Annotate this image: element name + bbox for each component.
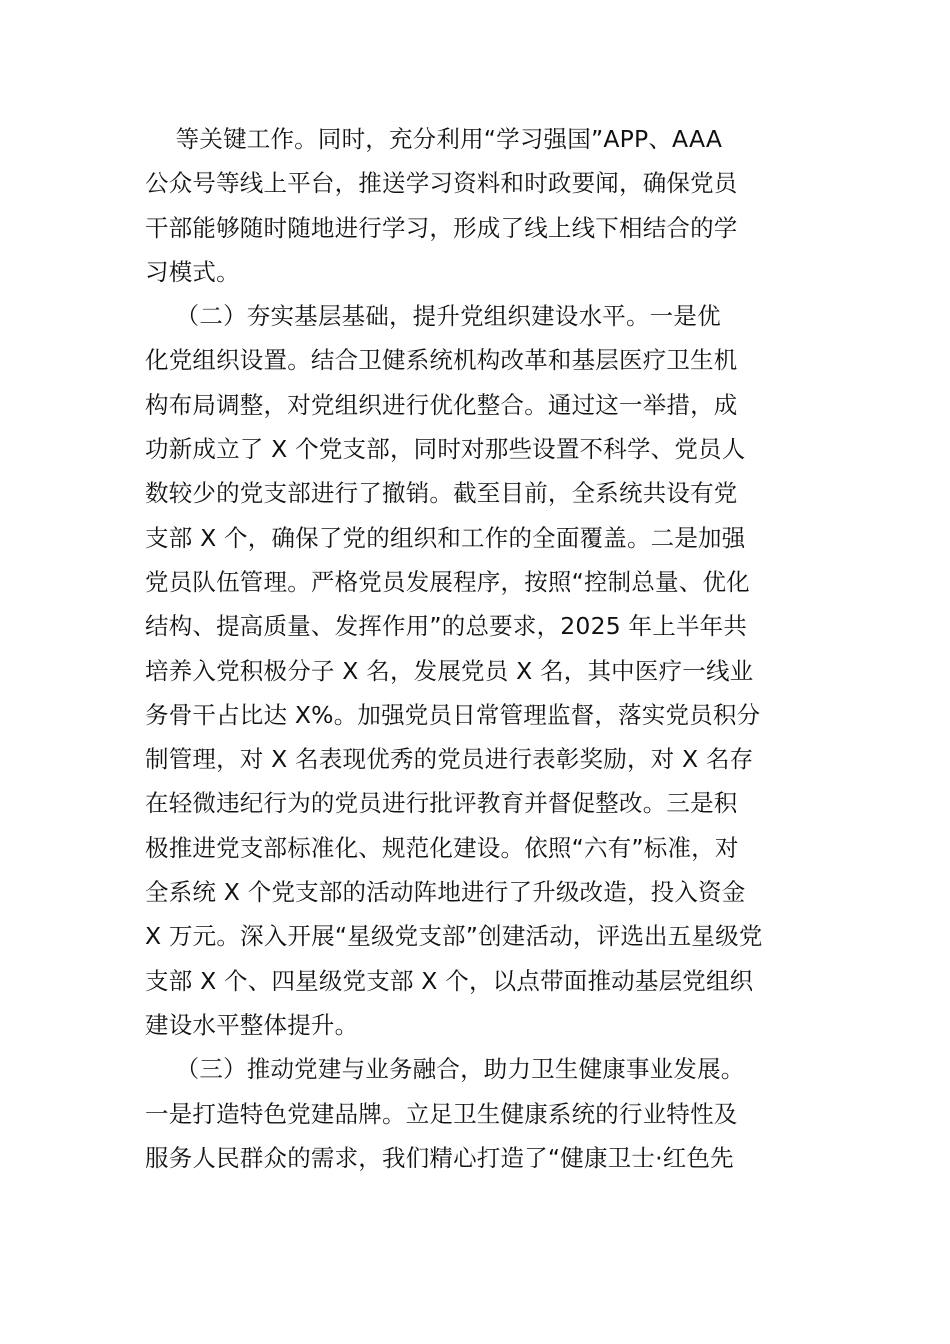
text-line: 公众号等线上平台，推送学习资料和时政要闻，确保党员 — [145, 169, 738, 198]
text-line: 党员队伍管理。严格党员发展程序，按照“控制总量、优化 — [145, 567, 750, 596]
text-line: （二）夯实基层基础，提升党组织建设水平。一是优 — [145, 302, 721, 331]
text-line: 务骨干占比达 X%。加强党员日常管理监督，落实党员积分 — [145, 700, 761, 729]
text-line: 化党组织设置。结合卫健系统机构改革和基层医疗卫生机 — [145, 346, 738, 375]
text-line: 等关键工作。同时，充分利用“学习强国”APP、AAA — [145, 125, 723, 153]
text-line: 功新成立了 X 个党支部，同时对那些设置不科学、党员人 — [145, 435, 746, 464]
text-line: 一是打造特色党建品牌。立足卫生健康系统的行业特性及 — [145, 1099, 738, 1128]
text-line: 支部 X 个，确保了党的组织和工作的全面覆盖。二是加强 — [145, 523, 746, 552]
text-line: 习模式。 — [145, 257, 240, 286]
text-line: 制管理，对 X 名表现优秀的党员进行表彰奖励，对 X 名存 — [145, 745, 754, 774]
text-line: 构布局调整，对党组织进行优化整合。通过这一举措，成 — [145, 390, 738, 419]
text-line: 干部能够随时随地进行学习，形成了线上线下相结合的学 — [145, 213, 738, 242]
text-line: 建设水平整体提升。 — [145, 1010, 359, 1039]
text-line: 结构、提高质量、发挥作用”的总要求，2025 年上半年共 — [145, 612, 748, 641]
text-line: （三）推动党建与业务融合，助力卫生健康事业发展。 — [145, 1055, 745, 1084]
body-text — [145, 117, 810, 1180]
text-line: X 万元。深入开展“星级党支部”创建活动，评选出五星级党 — [145, 922, 763, 951]
text-line: 培养入党积极分子 X 名，发展党员 X 名，其中医疗一线业 — [145, 656, 754, 685]
text-line: 支部 X 个、四星级党支部 X 个，以点带面推动基层党组织 — [145, 966, 754, 995]
text-line: 在轻微违纪行为的党员进行批评教育并督促整改。三是积 — [145, 789, 738, 818]
text-line: 极推进党支部标准化、规范化建设。依照“六有”标准，对 — [145, 833, 739, 862]
text-line: 服务人民群众的需求，我们精心打造了“健康卫士·红色先 — [145, 1143, 734, 1172]
text-line: 数较少的党支部进行了撤销。截至目前，全系统共设有党 — [145, 479, 738, 508]
text-line: 全系统 X 个党支部的活动阵地进行了升级改造，投入资金 — [145, 878, 746, 907]
